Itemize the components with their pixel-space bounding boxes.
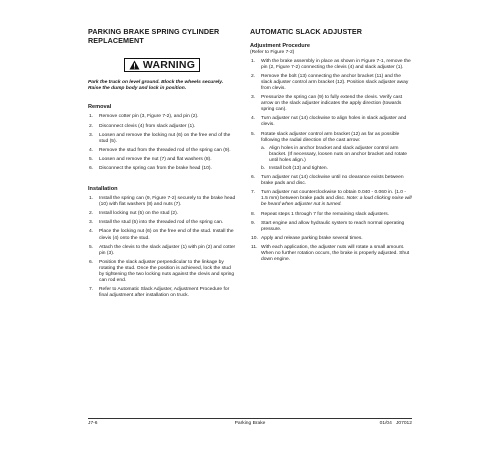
- list-item: a. Align holes in anchor bracket and slack adjuster control arm bracket. (If necessary, loosen nuts on anchor bracket and rotate until holes align.): [261, 145, 408, 163]
- installation-heading: Installation: [88, 186, 118, 193]
- list-item: 7. Refer to Automatic Slack Adjuster, Adjustment Procedure for final adjustment after installation on truck.: [89, 287, 230, 299]
- list-item: 1. Remove cotter pin (3, Figure 7-2), and pin (2).: [89, 114, 199, 120]
- list-item: 7. Turn adjuster nut counterclockwise to obtain 0.040 - 0.060 in. (1.0 - 1.5 mm) between brake pads and disc. Note: a loud clicking noise will be heard when adjuster nut is turned.: [251, 190, 412, 208]
- list-item: 6. Position the slack adjuster perpendicular to the linkage by rotating the stud. Once the position is achieved, lock the stud by tightening the two locking nuts against the clevis and spring can rod end.: [89, 259, 235, 284]
- right-column: [250, 28, 412, 266]
- list-item: 4. Remove the stud from the threaded rod of the spring can (9).: [89, 147, 231, 153]
- list-item: 4. Place the locking nut (6) on the free end of the stud. Install the clevis (4) onto the stud.: [89, 229, 234, 241]
- list-item: 4. Turn adjuster nut (14) clockwise to align holes in slack adjuster and clevis.: [251, 116, 407, 128]
- warning-label: WARNING: [142, 58, 196, 71]
- warning-box: [124, 58, 200, 72]
- list-item: 9. Start engine and allow hydraulic system to reach normal operating pressure.: [251, 220, 405, 232]
- adjustment-heading: Adjustment Procedure: [250, 42, 310, 49]
- left-column: [88, 28, 236, 302]
- warning-triangle-icon: [129, 60, 140, 70]
- list-item: 2. Disconnect clevis (4) from slack adjuster (1).: [89, 123, 196, 129]
- step-7-note: Note: a loud clicking noise will be heard when adjuster nut is turned.: [261, 196, 412, 208]
- step-5-substeps: [261, 146, 412, 172]
- list-item: 2. Remove the bolt (13) connecting the anchor bracket (11) and the slack adjuster control arm bracket (12). Position slack adjuster away from clevis.: [251, 73, 409, 91]
- list-item: b. Install bolt (13) and tighten.: [261, 166, 328, 171]
- warning-banner: [88, 53, 236, 77]
- page-number: J7-6: [88, 421, 98, 426]
- list-item: 5. Loosen and remove the nut (7) and flat washers (8).: [89, 156, 212, 162]
- section-title-parking-brake: PARKING BRAKE SPRING CYLINDER REPLACEMENT: [88, 27, 220, 45]
- section-title-slack-adjuster: AUTOMATIC SLACK ADJUSTER: [250, 27, 363, 36]
- installation-steps: [88, 196, 236, 299]
- footer-section-title: Parking Brake: [234, 421, 266, 426]
- adjustment-steps: [250, 59, 412, 264]
- list-item: 8. Repeat steps 1 through 7 for the remaining slack adjusters.: [251, 211, 390, 217]
- list-item: 3. Loosen and remove the locking nut (6) on the free end of the stud (5).: [89, 132, 231, 144]
- list-item: 5. Attach the clevis to the slack adjuster (1) with pin (2) and cotter pin (3).: [89, 244, 236, 256]
- list-item: 3. Pressurize the spring can (9) to fully extend the clevis. Verify cast arrow on the slack adjuster indicates the apply direction (towards spring can).: [251, 95, 403, 113]
- footer-doc-code: 01/04 J07012: [379, 421, 412, 426]
- removal-heading: Removal: [88, 104, 112, 111]
- footer-divider: [88, 418, 412, 419]
- list-item: 6. Disconnect the spring can from the brake head (10).: [89, 165, 212, 171]
- list-item: 1. With the brake assembly in place as shown in Figure 7-1, remove the pin (2, Figure 7-2) connecting the clevis (4) and slack adjuster (1).: [251, 58, 411, 70]
- list-item: 2. Install locking nut (5) on the stud (2).: [89, 211, 179, 217]
- list-item: 3. Install the stud (5) into the threaded rod of the spring can.: [89, 220, 224, 226]
- figure-reference: (Refer to Figure 7-2): [250, 49, 295, 55]
- list-item: 5. Rotate slack adjuster control arm bracket (12) as far as possible following the radial direction of the cast arrow: a. Align holes in anchor bracket and slack adjuster control arm bracket. (If necessary, loosen nuts on anchor bracket and rotate until holes align.) b. Install bolt (13) and tighten.: [250, 132, 412, 173]
- list-item: 1. Install the spring can (9, Figure 7-2) securely to the brake head (10) with flat washers (8) and nuts (7).: [89, 196, 236, 208]
- list-item: 10. Apply and release parking brake several times.: [251, 235, 363, 241]
- list-item: 6. Turn adjuster nut (14) clockwise until no clearance exists between brake pads and disc.: [251, 175, 404, 187]
- warning-text: Park the truck on level ground. Block the wheels securely. Raise the dump body and lock in position.: [88, 80, 224, 92]
- list-item: 11. With each application, the adjuster nuts will rotate a small amount. When no further rotation occurs, the brake is properly adjusted. Shut down engine.: [251, 244, 410, 263]
- removal-steps: [88, 114, 236, 172]
